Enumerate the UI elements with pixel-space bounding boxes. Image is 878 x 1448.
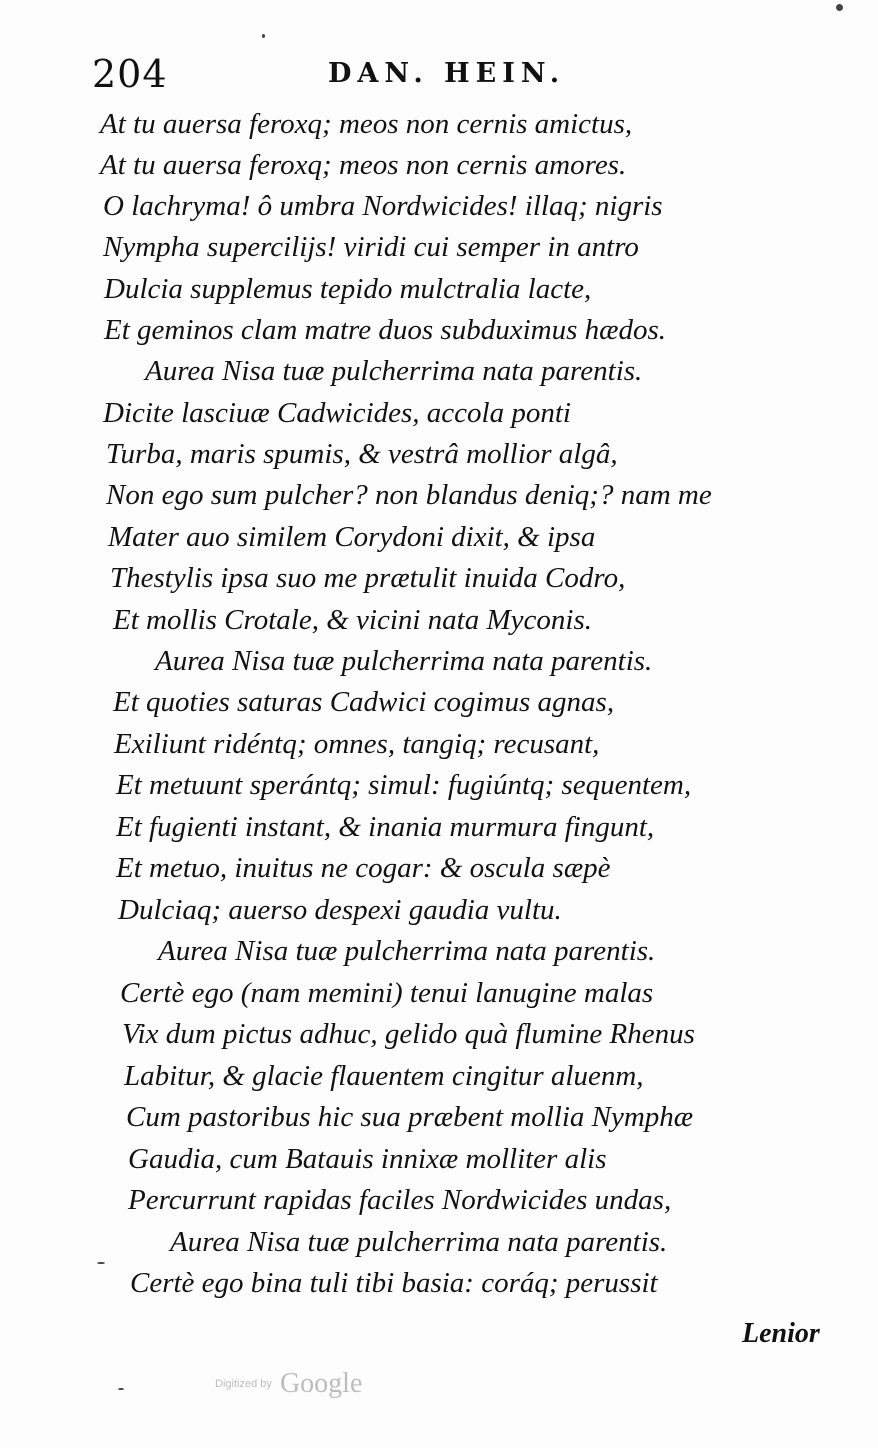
poem-line: Certè ego bina tuli tibi basia: coráq; perussit	[130, 1267, 658, 1299]
poem-line: Et metuo, inuitus ne cogar: & oscula sæpè	[116, 852, 611, 884]
digitized-by-label: Digitized by	[215, 1378, 272, 1390]
poem-line: Exiliunt ridéntq; omnes, tangiq; recusant,	[114, 728, 600, 760]
poem-line: Turba, maris spumis, & vestrâ mollior algâ,	[106, 438, 618, 470]
poem-line: Cum pastoribus hic sua præbent mollia Nymphæ	[126, 1101, 694, 1133]
refrain-line: Aurea Nisa tuæ pulcherrima nata parentis.	[155, 645, 653, 677]
page-header	[92, 52, 732, 102]
print-speck	[118, 1388, 124, 1390]
poem-line: Et geminos clam matre duos subduximus hædos.	[104, 314, 666, 346]
poem-line: Et mollis Crotale, & vicini nata Myconis.	[113, 604, 592, 636]
print-speck	[262, 34, 265, 38]
page-number: 204	[92, 52, 168, 96]
digitization-watermark	[215, 1368, 362, 1400]
poem-line: Thestylis ipsa suo me prætulit inuida Codro,	[110, 562, 626, 594]
poem-line: Percurrunt rapidas faciles Nordwicides undas,	[128, 1184, 672, 1216]
print-speck	[836, 4, 843, 11]
poem-line: Et fugienti instant, & inania murmura fingunt,	[116, 811, 655, 843]
refrain-line: Aurea Nisa tuæ pulcherrima nata parentis.	[158, 935, 656, 967]
poem-line: O lachryma! ô umbra Nordwicides! illaq; nigris	[103, 190, 663, 222]
poem-line: Gaudia, cum Batauis innixæ molliter alis	[128, 1143, 607, 1175]
poem-line: Labitur, & glacie flauentem cingitur aluenm,	[124, 1060, 644, 1092]
poem-line: Et quoties saturas Cadwici cogimus agnas,	[113, 686, 615, 718]
poem-line: Dicite lasciuæ Cadwicides, accola ponti	[103, 397, 571, 429]
poem-line: Mater auo similem Corydoni dixit, & ipsa	[108, 521, 596, 553]
running-head: DAN. HEIN.	[328, 58, 566, 89]
print-speck	[97, 1262, 105, 1264]
poem-line: Nympha supercilijs! viridi cui semper in antro	[103, 231, 639, 263]
poem-line: At tu auersa feroxq; meos non cernis amores.	[100, 149, 627, 181]
google-logo: Google	[279, 1368, 363, 1399]
poem-line: Et metuunt sperántq; simul: fugiúntq; sequentem,	[116, 769, 692, 801]
poem-line: Vix dum pictus adhuc, gelido quà flumine Rhenus	[122, 1018, 695, 1050]
poem-line: Dulciaq; auerso despexi gaudia vultu.	[118, 894, 562, 926]
refrain-line: Aurea Nisa tuæ pulcherrima nata parentis.	[145, 355, 643, 387]
refrain-line: Aurea Nisa tuæ pulcherrima nata parentis.	[170, 1226, 668, 1258]
catchword: Lenior	[742, 1318, 820, 1349]
poem-line: Dulcia supplemus tepido mulctralia lacte,	[104, 273, 592, 305]
poem-line: At tu auersa feroxq; meos non cernis amictus,	[100, 108, 633, 140]
poem-line: Certè ego (nam memini) tenui lanugine malas	[120, 977, 654, 1009]
poem-line: Non ego sum pulcher? non blandus deniq;? nam me	[106, 479, 712, 511]
